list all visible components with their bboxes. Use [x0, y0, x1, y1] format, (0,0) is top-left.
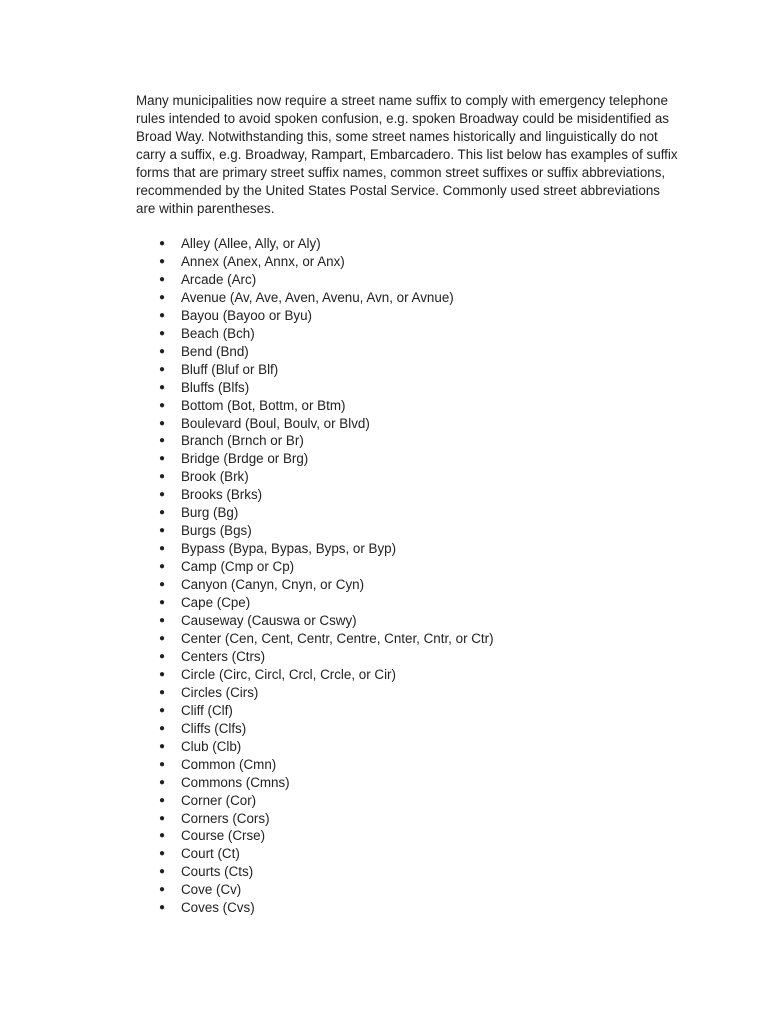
- bullet-icon: ●: [159, 579, 166, 591]
- bullet-icon: ●: [159, 561, 166, 573]
- list-item: [136, 271, 494, 289]
- bullet-icon: ●: [159, 345, 166, 357]
- list-item-text: Bayou (Bayoo or Byu): [181, 307, 312, 323]
- list-item: [136, 235, 494, 253]
- list-item: [136, 594, 494, 612]
- bullet-icon: ●: [159, 776, 166, 788]
- list-item: [136, 827, 494, 845]
- list-item: [136, 361, 494, 379]
- list-item-text: Brook (Brk): [181, 469, 249, 485]
- list-item: [136, 774, 494, 792]
- bullet-icon: ●: [159, 255, 166, 267]
- bullet-icon: ●: [159, 363, 166, 375]
- bullet-icon: ●: [159, 632, 166, 644]
- list-item: [136, 253, 494, 271]
- bullet-icon: ●: [159, 525, 166, 537]
- list-item-text: Causeway (Causwa or Cswy): [181, 613, 357, 629]
- list-item: [136, 343, 494, 361]
- list-item: [136, 810, 494, 828]
- list-item: [136, 738, 494, 756]
- list-item: [136, 504, 494, 522]
- bullet-icon: ●: [159, 291, 166, 303]
- list-item-text: Brooks (Brks): [181, 487, 263, 503]
- list-item-text: Bluff (Bluf or Blf): [181, 361, 279, 377]
- list-item: [136, 899, 494, 917]
- list-item: [136, 756, 494, 774]
- bullet-icon: ●: [159, 758, 166, 770]
- bullet-icon: ●: [159, 830, 166, 842]
- list-item-text: Course (Crse): [181, 828, 266, 844]
- intro-paragraph: Many municipalities now require a street name suffix to comply with emergency telephone rules intended to avoid spoken confusion, e.g. spoken Broadway could be misidentified as Broad Way. Notwithstanding this, some street names historically and linguistically do not carry a suffix, e.g. Broadway, Rampart, Embarcadero. This list below has examples of suffix forms that are primary street suffix names, common street suffixes or suffix abbreviations, recommended by the United States Postal Service. Commonly used street abbreviations are within parentheses.: [136, 93, 678, 216]
- list-item-text: Bridge (Brdge or Brg): [181, 451, 309, 467]
- list-item-text: Burgs (Bgs): [181, 523, 252, 539]
- bullet-icon: ●: [159, 740, 166, 752]
- bullet-icon: ●: [159, 686, 166, 698]
- bullet-icon: ●: [159, 453, 166, 465]
- list-item: [136, 881, 494, 899]
- bullet-icon: ●: [159, 704, 166, 716]
- suffix-list: [136, 235, 494, 917]
- list-item: [136, 432, 494, 450]
- list-item: [136, 576, 494, 594]
- bullet-icon: ●: [159, 309, 166, 321]
- bullet-icon: ●: [159, 902, 166, 914]
- bullet-icon: ●: [159, 327, 166, 339]
- list-item-text: Avenue (Av, Ave, Aven, Avenu, Avn, or Avnue): [181, 289, 454, 305]
- list-item: [136, 648, 494, 666]
- list-item-text: Bluffs (Blfs): [181, 379, 250, 395]
- bullet-icon: ●: [159, 794, 166, 806]
- list-item-text: Burg (Bg): [181, 505, 239, 521]
- bullet-icon: ●: [159, 399, 166, 411]
- bullet-icon: ●: [159, 435, 166, 447]
- list-item-text: Cape (Cpe): [181, 595, 251, 611]
- list-item-text: Boulevard (Boul, Boulv, or Blvd): [181, 415, 370, 431]
- list-item-text: Courts (Cts): [181, 864, 254, 880]
- bullet-icon: ●: [159, 884, 166, 896]
- list-item: [136, 792, 494, 810]
- bullet-icon: ●: [159, 489, 166, 501]
- list-item-text: Common (Cmn): [181, 756, 277, 772]
- list-item-text: Centers (Ctrs): [181, 648, 266, 664]
- list-item-text: Bottom (Bot, Bottm, or Btm): [181, 397, 346, 413]
- bullet-icon: ●: [159, 417, 166, 429]
- list-item: [136, 720, 494, 738]
- list-item-text: Camp (Cmp or Cp): [181, 559, 295, 575]
- bullet-icon: ●: [159, 668, 166, 680]
- list-item: [136, 486, 494, 504]
- list-item-text: Alley (Allee, Ally, or Aly): [181, 236, 321, 251]
- list-item-text: Cove (Cv): [181, 882, 242, 898]
- bullet-icon: ●: [159, 273, 166, 285]
- list-item: [136, 684, 494, 702]
- list-item: [136, 307, 494, 325]
- list-item-text: Commons (Cmns): [181, 774, 290, 790]
- list-item-text: Club (Clb): [181, 738, 242, 754]
- list-item: [136, 845, 494, 863]
- list-item: [136, 468, 494, 486]
- list-item-text: Coves (Cvs): [181, 900, 255, 916]
- list-item: [136, 540, 494, 558]
- list-item-text: Court (Ct): [181, 846, 240, 862]
- list-item-text: Corner (Cor): [181, 792, 257, 808]
- list-item: [136, 666, 494, 684]
- list-item-text: Circle (Circ, Circl, Crcl, Crcle, or Cir): [181, 666, 396, 682]
- list-item: [136, 289, 494, 307]
- list-item: [136, 612, 494, 630]
- list-item: [136, 397, 494, 415]
- bullet-icon: ●: [159, 812, 166, 824]
- list-item-text: Cliff (Clf): [181, 702, 233, 718]
- list-item: [136, 450, 494, 468]
- bullet-icon: ●: [159, 615, 166, 627]
- list-item-text: Annex (Anex, Annx, or Anx): [181, 253, 345, 269]
- bullet-icon: ●: [159, 848, 166, 860]
- list-item-text: Circles (Cirs): [181, 684, 259, 700]
- bullet-icon: ●: [159, 650, 166, 662]
- list-item-text: Cliffs (Clfs): [181, 720, 247, 736]
- list-item-text: Bypass (Bypa, Bypas, Byps, or Byp): [181, 541, 397, 557]
- bullet-icon: ●: [159, 381, 166, 393]
- bullet-icon: ●: [159, 471, 166, 483]
- bullet-icon: ●: [159, 597, 166, 609]
- list-item: [136, 325, 494, 343]
- list-item-text: Branch (Brnch or Br): [181, 433, 304, 449]
- list-item: [136, 522, 494, 540]
- list-item: [136, 415, 494, 433]
- bullet-icon: ●: [159, 543, 166, 555]
- list-item-text: Beach (Bch): [181, 325, 255, 341]
- list-item: [136, 702, 494, 720]
- list-item-text: Corners (Cors): [181, 810, 270, 826]
- list-item-text: Center (Cen, Cent, Centr, Centre, Cnter, Cntr, or Ctr): [181, 630, 494, 646]
- bullet-icon: ●: [159, 866, 166, 878]
- list-item-text: Canyon (Canyn, Cnyn, or Cyn): [181, 577, 365, 593]
- list-item-text: Bend (Bnd): [181, 343, 249, 359]
- list-item: [136, 558, 494, 576]
- list-item: [136, 863, 494, 881]
- list-item: [136, 630, 494, 648]
- list-item: [136, 379, 494, 397]
- bullet-icon: ●: [159, 238, 166, 249]
- bullet-icon: ●: [159, 722, 166, 734]
- bullet-icon: ●: [159, 507, 166, 519]
- list-item-text: Arcade (Arc): [181, 271, 257, 287]
